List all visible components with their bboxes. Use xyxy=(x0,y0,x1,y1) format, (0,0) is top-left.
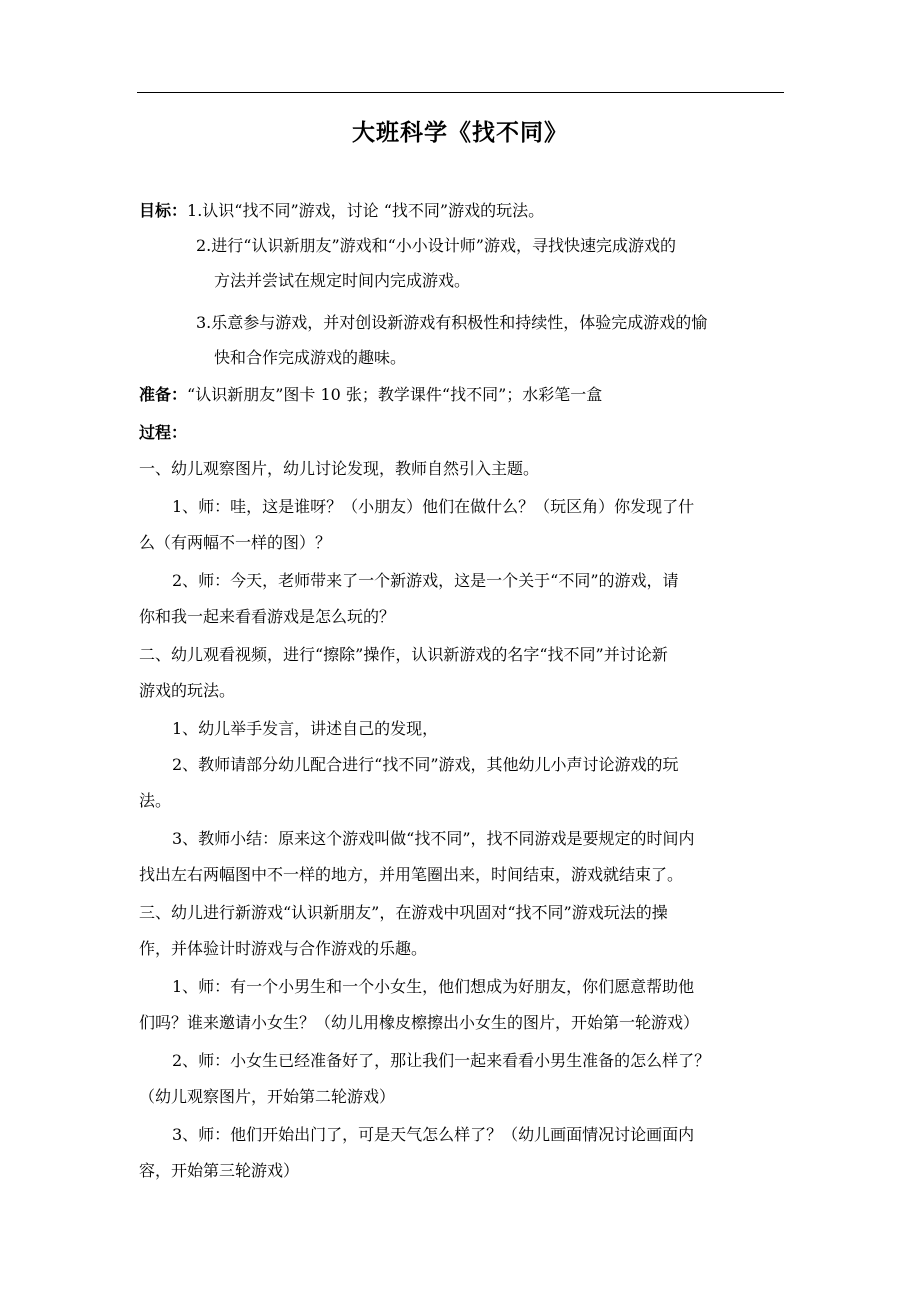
prep-label: 准备： xyxy=(139,385,188,404)
process-line: 1、师：有一个小男生和一个小女生，他们想成为好朋友，你们愿意帮助他 xyxy=(172,977,695,996)
process-line: 1、幼儿举手发言，讲述自己的发现， xyxy=(172,719,439,738)
process-label: 过程： xyxy=(139,423,188,442)
process-line: 找出左右两幅图中不一样的地方，并用笔圈出来，时间结束，游戏就结束了。 xyxy=(139,865,684,884)
goal-item-3a: 3.乐意参与游戏，并对创设新游戏有积极性和持续性，体验完成游戏的愉 xyxy=(196,313,708,332)
process-line: 们吗？谁来邀请小女生？（幼儿用橡皮檫擦出小女生的图片，开始第一轮游戏） xyxy=(139,1013,700,1032)
process-line: 游戏的玩法。 xyxy=(139,681,236,700)
prep-line xyxy=(139,385,602,405)
process-line: 2、师：小女生已经准备好了，那让我们一起来看看小男生准备的怎么样了？ xyxy=(172,1051,711,1070)
process-line: 1、师：哇，这是谁呀？（小朋友）他们在做什么？（玩区角）你发现了什 xyxy=(172,497,695,516)
goal-line-1 xyxy=(139,201,544,221)
process-line: 二、幼儿观看视频，进行“擦除”操作，认识新游戏的名字“找不同”并讨论新 xyxy=(139,645,668,664)
goal-item-3b: 快和合作完成游戏的趣味。 xyxy=(214,348,407,367)
goals-label: 目标： xyxy=(139,201,188,220)
process-line: 作，并体验计时游戏与合作游戏的乐趣。 xyxy=(139,939,428,958)
process-line: 三、幼儿进行新游戏“认识新朋友”，在游戏中巩固对“找不同”游戏玩法的操 xyxy=(139,903,668,922)
header-rule xyxy=(137,92,784,93)
process-line: （幼儿观察图片，开始第二轮游戏） xyxy=(139,1087,396,1106)
document-title: 大班科学《找不同》 xyxy=(352,120,568,146)
process-line: 一、幼儿观察图片，幼儿讨论发现，教师自然引入主题。 xyxy=(139,459,540,478)
process-line: 法。 xyxy=(139,791,172,810)
process-line: 3、教师小结：原来这个游戏叫做“找不同”，找不同游戏是要规定的时间内 xyxy=(172,829,695,848)
process-line: 2、师：今天，老师带来了一个新游戏，这是一个关于“不同”的游戏，请 xyxy=(172,571,679,590)
process-line: 你和我一起来看看游戏是怎么玩的？ xyxy=(139,607,396,626)
process-line: 么（有两幅不一样的图）？ xyxy=(139,533,332,552)
process-line: 2、教师请部分幼儿配合进行“找不同”游戏，其他幼儿小声讨论游戏的玩 xyxy=(172,755,679,774)
prep-text: “认识新朋友”图卡 10 张；教学课件“找不同”；水彩笔一盒 xyxy=(187,385,603,404)
process-line: 容，开始第三轮游戏） xyxy=(139,1161,300,1180)
goal-item-2a: 2.进行“认识新朋友”游戏和“小小设计师”游戏，寻找快速完成游戏的 xyxy=(196,236,676,255)
process-line: 3、师：他们开始出门了，可是天气怎么样了？（幼儿画面情况讨论画面内 xyxy=(172,1125,695,1144)
goal-item-1: 1.认识“找不同”游戏，讨论 “找不同”游戏的玩法。 xyxy=(187,201,545,220)
goal-item-2b: 方法并尝试在规定时间内完成游戏。 xyxy=(214,271,471,290)
